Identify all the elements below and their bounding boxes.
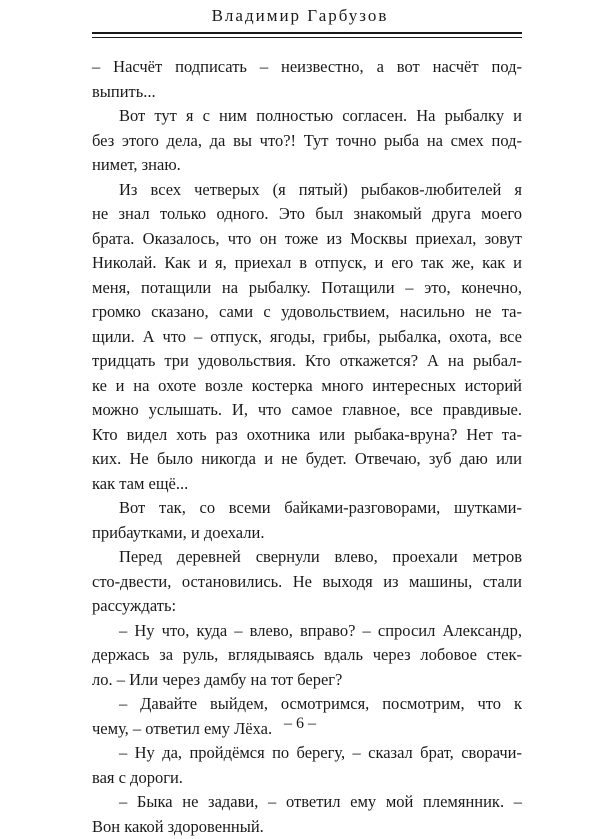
- paragraph-6-line-1: – Ну что, куда – влево, вправо? – спросил Александр,: [92, 619, 522, 644]
- paragraph-6-line-3: ло. – Или через дамбу на тот берег?: [92, 668, 522, 693]
- paragraph-3-line-7: щили. А что – отпуск, ягоды, грибы, рыбалка, охота, все: [92, 325, 522, 350]
- paragraph-2-line-2: без этого дела, да вы что?! Тут точно рыба на смех под-: [92, 129, 522, 154]
- paragraph-9-line-1: – Быка не задави, – ответил ему мой племянник. –: [92, 790, 522, 815]
- page-number: – 6 –: [0, 715, 600, 733]
- paragraph-5-line-1: Перед деревней свернули влево, проехали метров: [92, 545, 522, 570]
- paragraph-3-line-10: можно услышать. И, что самое главное, все правдивые.: [92, 398, 522, 423]
- paragraph-1-line-1: – Насчёт подписать – неизвестно, а вот насчёт под-: [92, 55, 522, 80]
- paragraph-8-line-1: – Ну да, пройдёмся по берегу, – сказал брат, сворачи-: [92, 741, 522, 766]
- paragraph-7-line-1: – Давайте выйдем, осмотримся, посмотрим, что к: [92, 692, 522, 717]
- paragraph-5-line-2: сто-двести, остановились. Не выходя из машины, стали: [92, 570, 522, 595]
- paragraph-2-line-3: нимет, знаю.: [92, 153, 522, 178]
- paragraph-1-line-2: выпить...: [92, 80, 522, 105]
- paragraph-4-line-1: Вот так, со всеми байками-разговорами, шутками-: [92, 496, 522, 521]
- paragraph-3-line-6: громко сказано, сами с удовольствием, насильно не та-: [92, 300, 522, 325]
- paragraph-3-line-4: Николай. Как и я, приехал в отпуск, и его так же, как и: [92, 251, 522, 276]
- paragraph-3-line-12: ких. Не было никогда и не будет. Отвечаю, зуб даю или: [92, 447, 522, 472]
- paragraph-8-line-2: вая с дороги.: [92, 766, 522, 791]
- paragraph-3-line-3: брата. Оказалось, что он тоже из Москвы приехал, зовут: [92, 227, 522, 252]
- paragraph-9-line-2: Вон какой здоровенный.: [92, 815, 522, 839]
- paragraph-4-line-2: прибаутками, и доехали.: [92, 521, 522, 546]
- paragraph-3-line-2: не знал только одного. Это был знакомый друга моего: [92, 202, 522, 227]
- paragraph-3-line-1: Из всех четверых (я пятый) рыбаков-любителей я: [92, 178, 522, 203]
- paragraph-7-line-2: чему, – ответил ему Лёха.: [92, 717, 522, 742]
- paragraph-3-line-13: как там ещё...: [92, 472, 522, 497]
- paragraph-3-line-9: ке и на охоте возле костерка много интересных историй: [92, 374, 522, 399]
- header-rule-thin: [92, 37, 522, 38]
- paragraph-2-line-1: Вот тут я с ним полностью согласен. На рыбалку и: [92, 104, 522, 129]
- paragraph-3-line-8: тридцать три удовольствия. Кто откажется? А на рыбал-: [92, 349, 522, 374]
- paragraph-3-line-5: меня, потащили на рыбалку. Потащили – это, конечно,: [92, 276, 522, 301]
- running-header: Владимир Гарбузов: [0, 6, 600, 26]
- paragraph-5-line-3: рассуждать:: [92, 594, 522, 619]
- paragraph-6-line-2: держась за руль, вглядываясь вдаль через лобовое стек-: [92, 643, 522, 668]
- header-rule-thick: [92, 32, 522, 34]
- paragraph-3-line-11: Кто видел хоть раз охотника или рыбака-вруна? Нет та-: [92, 423, 522, 448]
